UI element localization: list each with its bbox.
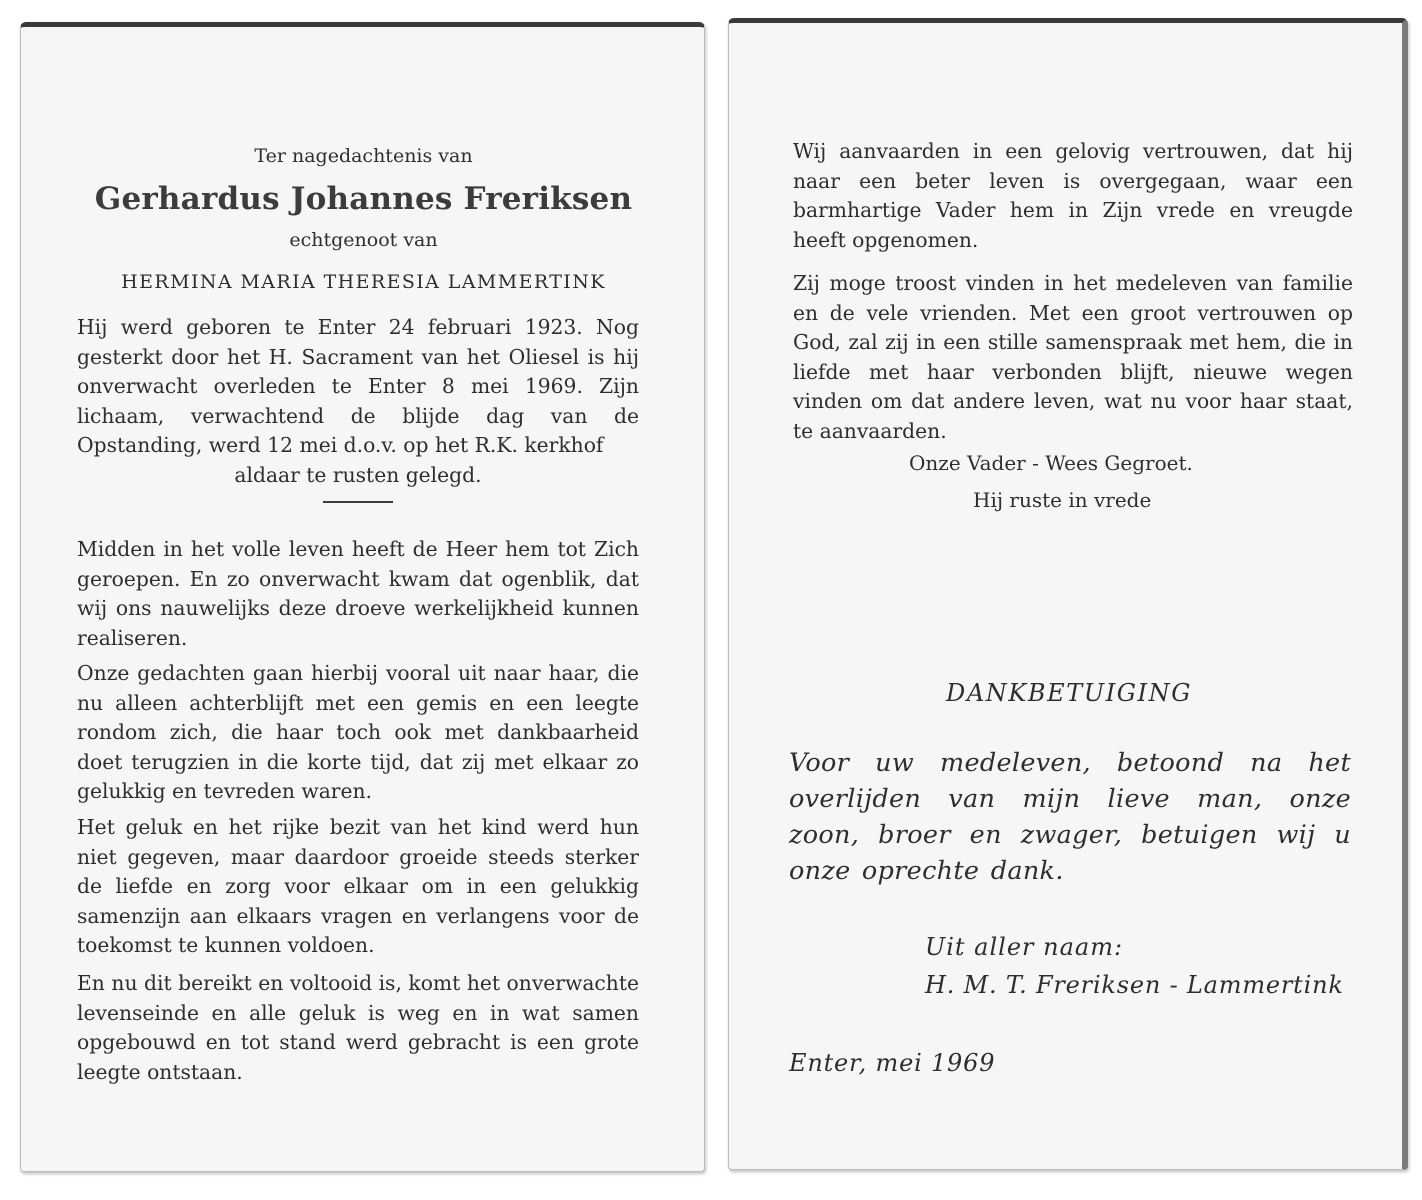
reflection-paragraph-4: En nu dit bereikt en voltooid is, komt het onverwachte levenseinde en alle geluk is weg en in wat samen opgebouwd en tot stand werd gebracht is een grote leegte ontstaan. [77, 971, 639, 1084]
signature-label: Uit aller naam: [925, 933, 1124, 961]
biography-last-line: aldaar te rusten gelegd. [234, 462, 482, 487]
place-and-date: Enter, mei 1969 [789, 1049, 996, 1077]
reflection-paragraph-1: Midden in het volle leven heeft de Heer hem tot Zich geroepen. En zo onverwacht kwam dat ogenblik, dat wij ons nauwelijks deze droeve werkelijkheid kunnen realiseren. [77, 537, 639, 650]
relation-line: echtgenoot van [289, 229, 438, 251]
rest-in-peace-line: Hij ruste in vrede [973, 488, 1152, 512]
prayer-line: Onze Vader - Wees Gegroet. [909, 451, 1193, 475]
spouse-name: HERMINA MARIA THERESIA LAMMERTINK [121, 271, 606, 293]
intro-line: Ter nagedachtenis van [254, 145, 473, 167]
memorial-card-left-page [20, 22, 705, 1172]
reflection-paragraph-3: Het geluk en het rijke bezit van het kind werd hun niet gegeven, maar daardoor groeide steeds sterker de liefde en zorg voor elkaar om in een gelukkig samenzijn aan elkaars vragen en verlangens voor de toekomst te kunnen voldoen. [77, 815, 639, 957]
reflection-paragraph-2: Onze gedachten gaan hierbij vooral uit naar haar, die nu alleen achterblijft met een gemis en een leegte rondom zich, die haar toch ook met dankbaarheid doet terugzien in die korte tijd, dat zij met elkaar zo gelukkig en tevreden waren. [77, 661, 639, 803]
biography-body: Hij werd geboren te Enter 24 februari 1923. Nog gesterkt door het H. Sacrament van het Oliesel is hij onverwacht overleden te Enter 8 mei 1969. Zijn lichaam, verwachtend de blijde dag van de Opstanding, werd 12 mei d.o.v. op het R.K. kerkhof [77, 315, 639, 457]
thanks-heading: DANKBETUIGING [946, 679, 1192, 707]
thanks-paragraph: Voor uw medeleven, betoond na het overlijden van mijn lieve man, onze zoon, broer en zwager, betuigen wij u onze oprechte dank. [789, 748, 1351, 886]
deceased-name: Gerhardus Johannes Freriksen [94, 181, 633, 217]
memorial-card-right-page [728, 18, 1408, 1170]
comfort-paragraph: Zij moge troost vinden in het medeleven van familie en de vele vrienden. Met een groot vertrouwen op God, zal zij in een stille samenspraak met hem, die in liefde met haar verbonden blijft, nieuwe wegen vinden om dat andere leven, wat nu voor haar staat, te aanvaarden. [793, 271, 1353, 443]
signature-name: H. M. T. Freriksen - Lammertink [925, 971, 1344, 999]
biography-paragraph [77, 313, 639, 490]
faith-paragraph: Wij aanvaarden in een gelovig vertrouwen, dat hij naar een beter leven is overgegaan, waar een barmhartige Vader hem in Zijn vrede en vreugde heeft opgenomen. [793, 139, 1353, 252]
section-divider [323, 501, 393, 503]
